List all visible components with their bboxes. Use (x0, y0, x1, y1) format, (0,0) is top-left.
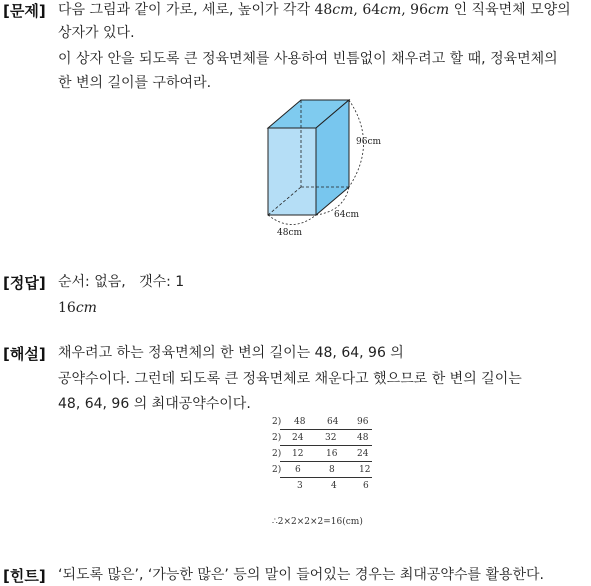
dimensions: 48cm, 64cm, 96cm (314, 2, 450, 18)
cuboid-front-face (268, 128, 316, 215)
width-label: 48cm (277, 228, 303, 238)
cuboid-figure (250, 98, 410, 238)
division-result: ∴2×2×2×2=16(cm) (272, 517, 363, 527)
hint-text: ‘되도록 많은’, ‘가능한 많은’ 등의 말이 들어있는 경우는 최대공약수를 활용한다. (58, 567, 544, 583)
answer-label: [정답] (3, 274, 46, 292)
explanation-line-1: 채우려고 하는 정육면체의 한 변의 길이는 48, 64, 96 의 (58, 345, 404, 361)
hint-label: [힌트] (3, 567, 46, 585)
problem-line-1: 다음 그림과 같이 가로, 세로, 높이가 각각 48cm, 64cm, 96cm 인 직육면체 모양의 (58, 2, 571, 18)
problem-label: [문제] (3, 2, 46, 20)
answer-line-1: 순서: 없음, 갯수: 1 (58, 274, 185, 290)
height-label: 96cm (356, 137, 382, 147)
explanation-label: [해설] (3, 345, 46, 363)
explanation-line-2: 공약수이다. 그런데 되도록 큰 정육면체로 채운다고 했으므로 한 변의 길이는 (58, 371, 522, 387)
depth-label: 64cm (334, 210, 360, 220)
division-table: 2) 48 64 96 2) 24 32 48 2) 12 16 24 2) 6 8 12 3 4 6 (272, 417, 371, 491)
problem-line-2: 상자가 있다. (58, 25, 135, 41)
problem-line-4: 한 변의 길이를 구하여라. (58, 75, 212, 91)
answer-value: 16cm (58, 300, 97, 316)
explanation-line-3: 48, 64, 96 의 최대공약수이다. (58, 396, 251, 412)
problem-line-3: 이 상자 안을 되도록 큰 정육면체를 사용하여 빈틈없이 채우려고 할 때, 정육면체의 (58, 51, 558, 67)
